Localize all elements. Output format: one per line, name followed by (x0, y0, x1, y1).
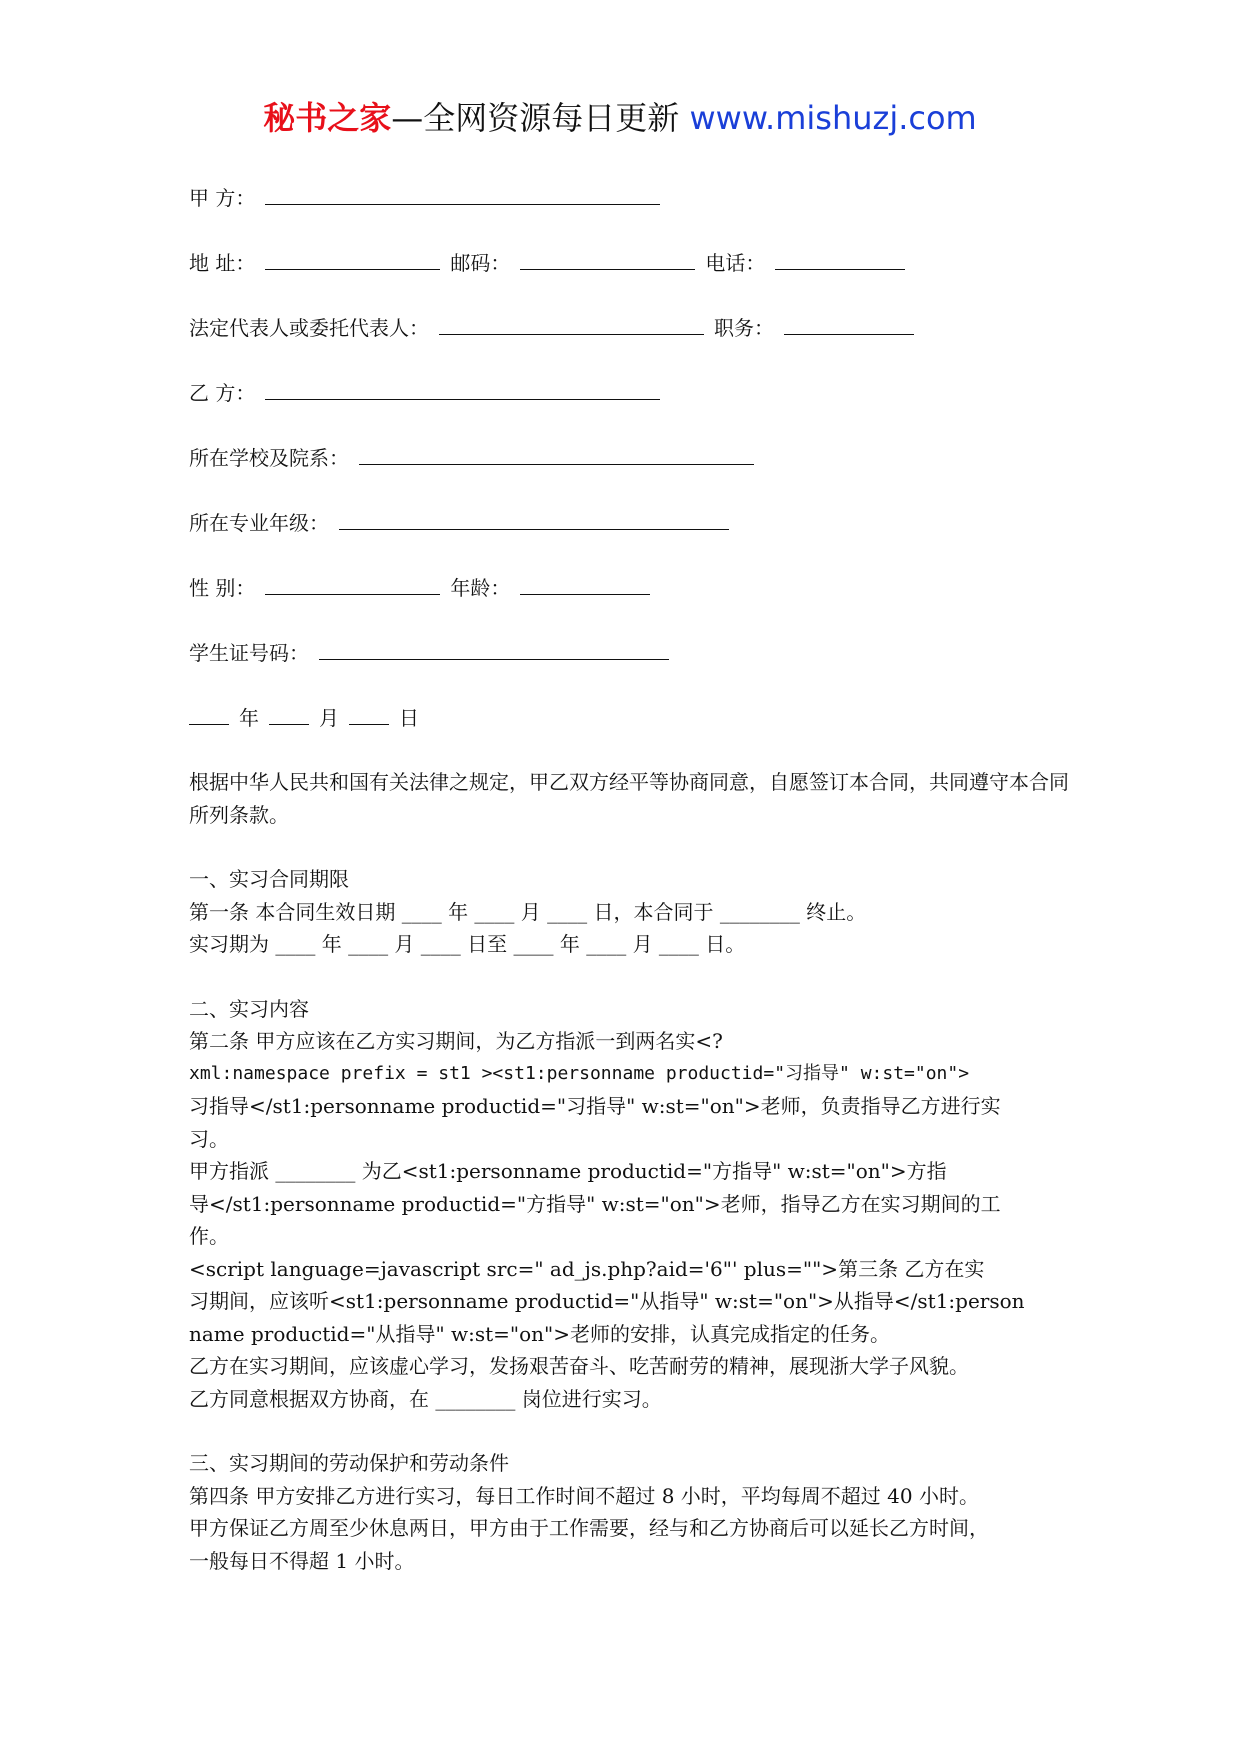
date-month-label: 月 (319, 706, 339, 730)
student-id-blank (319, 635, 669, 660)
article2-assign-line2: 导</st1:personname productid="方指导" w:st="on">老师，指导乙方在实习期间的工 (189, 1191, 1001, 1216)
date-year-label: 年 (239, 706, 259, 730)
postcode-label: 邮码： (450, 251, 511, 275)
page-header (0, 98, 1240, 138)
article1-line2: 实习期为 ____ 年 ____ 月 ____ 日至 ____ 年 ____ 月 ____ 日。 (189, 932, 746, 956)
major-blank (339, 505, 729, 530)
date-day-label: 日 (399, 706, 419, 730)
date-month-blank (269, 700, 309, 725)
party-b-blank (265, 375, 660, 400)
spacer (189, 961, 1069, 993)
header-tagline: —全网资源每日更新 (391, 99, 680, 137)
postcode-blank (520, 245, 695, 270)
party-b-label: 乙 方： (189, 381, 256, 405)
age-label: 年龄： (450, 576, 511, 600)
student-id-label: 学生证号码： (189, 641, 309, 665)
position-blank (784, 310, 914, 335)
party-a-label: 甲 方： (189, 186, 256, 210)
party-a-line (189, 180, 1069, 245)
article2-assign-line3: 作。 (189, 1224, 229, 1248)
gender-line (189, 570, 1069, 635)
address-blank (265, 245, 440, 270)
position-label: 职务： (714, 316, 774, 340)
school-blank (359, 440, 754, 465)
article2-line4: 习。 (189, 1126, 229, 1151)
date-year-blank (189, 700, 229, 725)
representative-line (189, 310, 1069, 375)
section1-title: 一、实习合同期限 (189, 867, 349, 891)
date-day-blank (349, 700, 389, 725)
article2-line3: 习指导</st1:personname productid="习指导" w:st="on">老师，负责指导乙方进行实 (189, 1094, 1001, 1118)
section2-title: 二、实习内容 (189, 996, 309, 1021)
representative-blank (439, 310, 704, 335)
article4-line2: 甲方保证乙方周至少休息两日，甲方由于工作需要，经与和乙方协商后可以延长乙方时间， (189, 1516, 989, 1540)
phone-blank (775, 245, 905, 270)
intro-paragraph: 根据中华人民共和国有关法律之规定，甲乙双方经平等协商同意，自愿签订本合同，共同遵守本合同所列条款。 (189, 770, 1069, 827)
article3-line1: <script language=javascript src=" ad_js.php?aid='6"' plus="">第三条 乙方在实 (189, 1256, 985, 1281)
spacer (189, 831, 1069, 863)
date-line (189, 700, 1069, 766)
address-line (189, 245, 1069, 310)
article4-line3: 一般每日不得超 1 小时。 (189, 1548, 415, 1573)
spacer (189, 1415, 1069, 1447)
address-label: 地 址： (189, 251, 256, 275)
student-id-line (189, 635, 1069, 700)
article3-line2: 习期间，应该听<st1:personname productid="从指导" w:st="on">从指导</st1:person (189, 1289, 1025, 1313)
article2-line2: xml:namespace prefix = st1 ><st1:personname productid="习指导" w:st="on"> (189, 1062, 970, 1084)
article4-line1: 第四条 甲方安排乙方进行实习，每日工作时间不超过 8 小时，平均每周不超过 40 小时。 (189, 1483, 979, 1508)
party-b-line (189, 375, 1069, 440)
section3-title: 三、实习期间的劳动保护和劳动条件 (189, 1451, 509, 1475)
gender-blank (265, 570, 440, 595)
representative-label: 法定代表人或委托代表人： (189, 316, 429, 340)
school-line (189, 440, 1069, 505)
party-a-blank (265, 180, 660, 205)
article3-attitude: 乙方在实习期间，应该虚心学习，发扬艰苦奋斗、吃苦耐劳的精神，展现浙大学子风貌。 (189, 1354, 969, 1378)
article2-line1: 第二条 甲方应该在乙方实习期间，为乙方指派一到两名实<? (189, 1029, 723, 1053)
age-blank (520, 570, 650, 595)
gender-label: 性 别： (189, 576, 256, 600)
major-label: 所在专业年级： (189, 511, 329, 535)
article3-line3: name productid="从指导" w:st="on">老师的安排，认真完成指定的任务。 (189, 1321, 890, 1346)
article1-line1: 第一条 本合同生效日期 ____ 年 ____ 月 ____ 日，本合同于 ________ 终止。 (189, 899, 867, 924)
phone-label: 电话： (705, 251, 766, 275)
article2-assign-line1: 甲方指派 ________ 为乙<st1:personname productid="方指导" w:st="on">方指 (189, 1159, 947, 1183)
header-url[interactable]: www.mishuzj.com (689, 99, 977, 137)
article3-position: 乙方同意根据双方协商，在 ________ 岗位进行实习。 (189, 1386, 662, 1411)
header-brand: 秘书之家 (263, 99, 392, 137)
school-label: 所在学校及院系： (189, 446, 349, 470)
major-line (189, 505, 1069, 570)
contract-body (189, 180, 1069, 1577)
